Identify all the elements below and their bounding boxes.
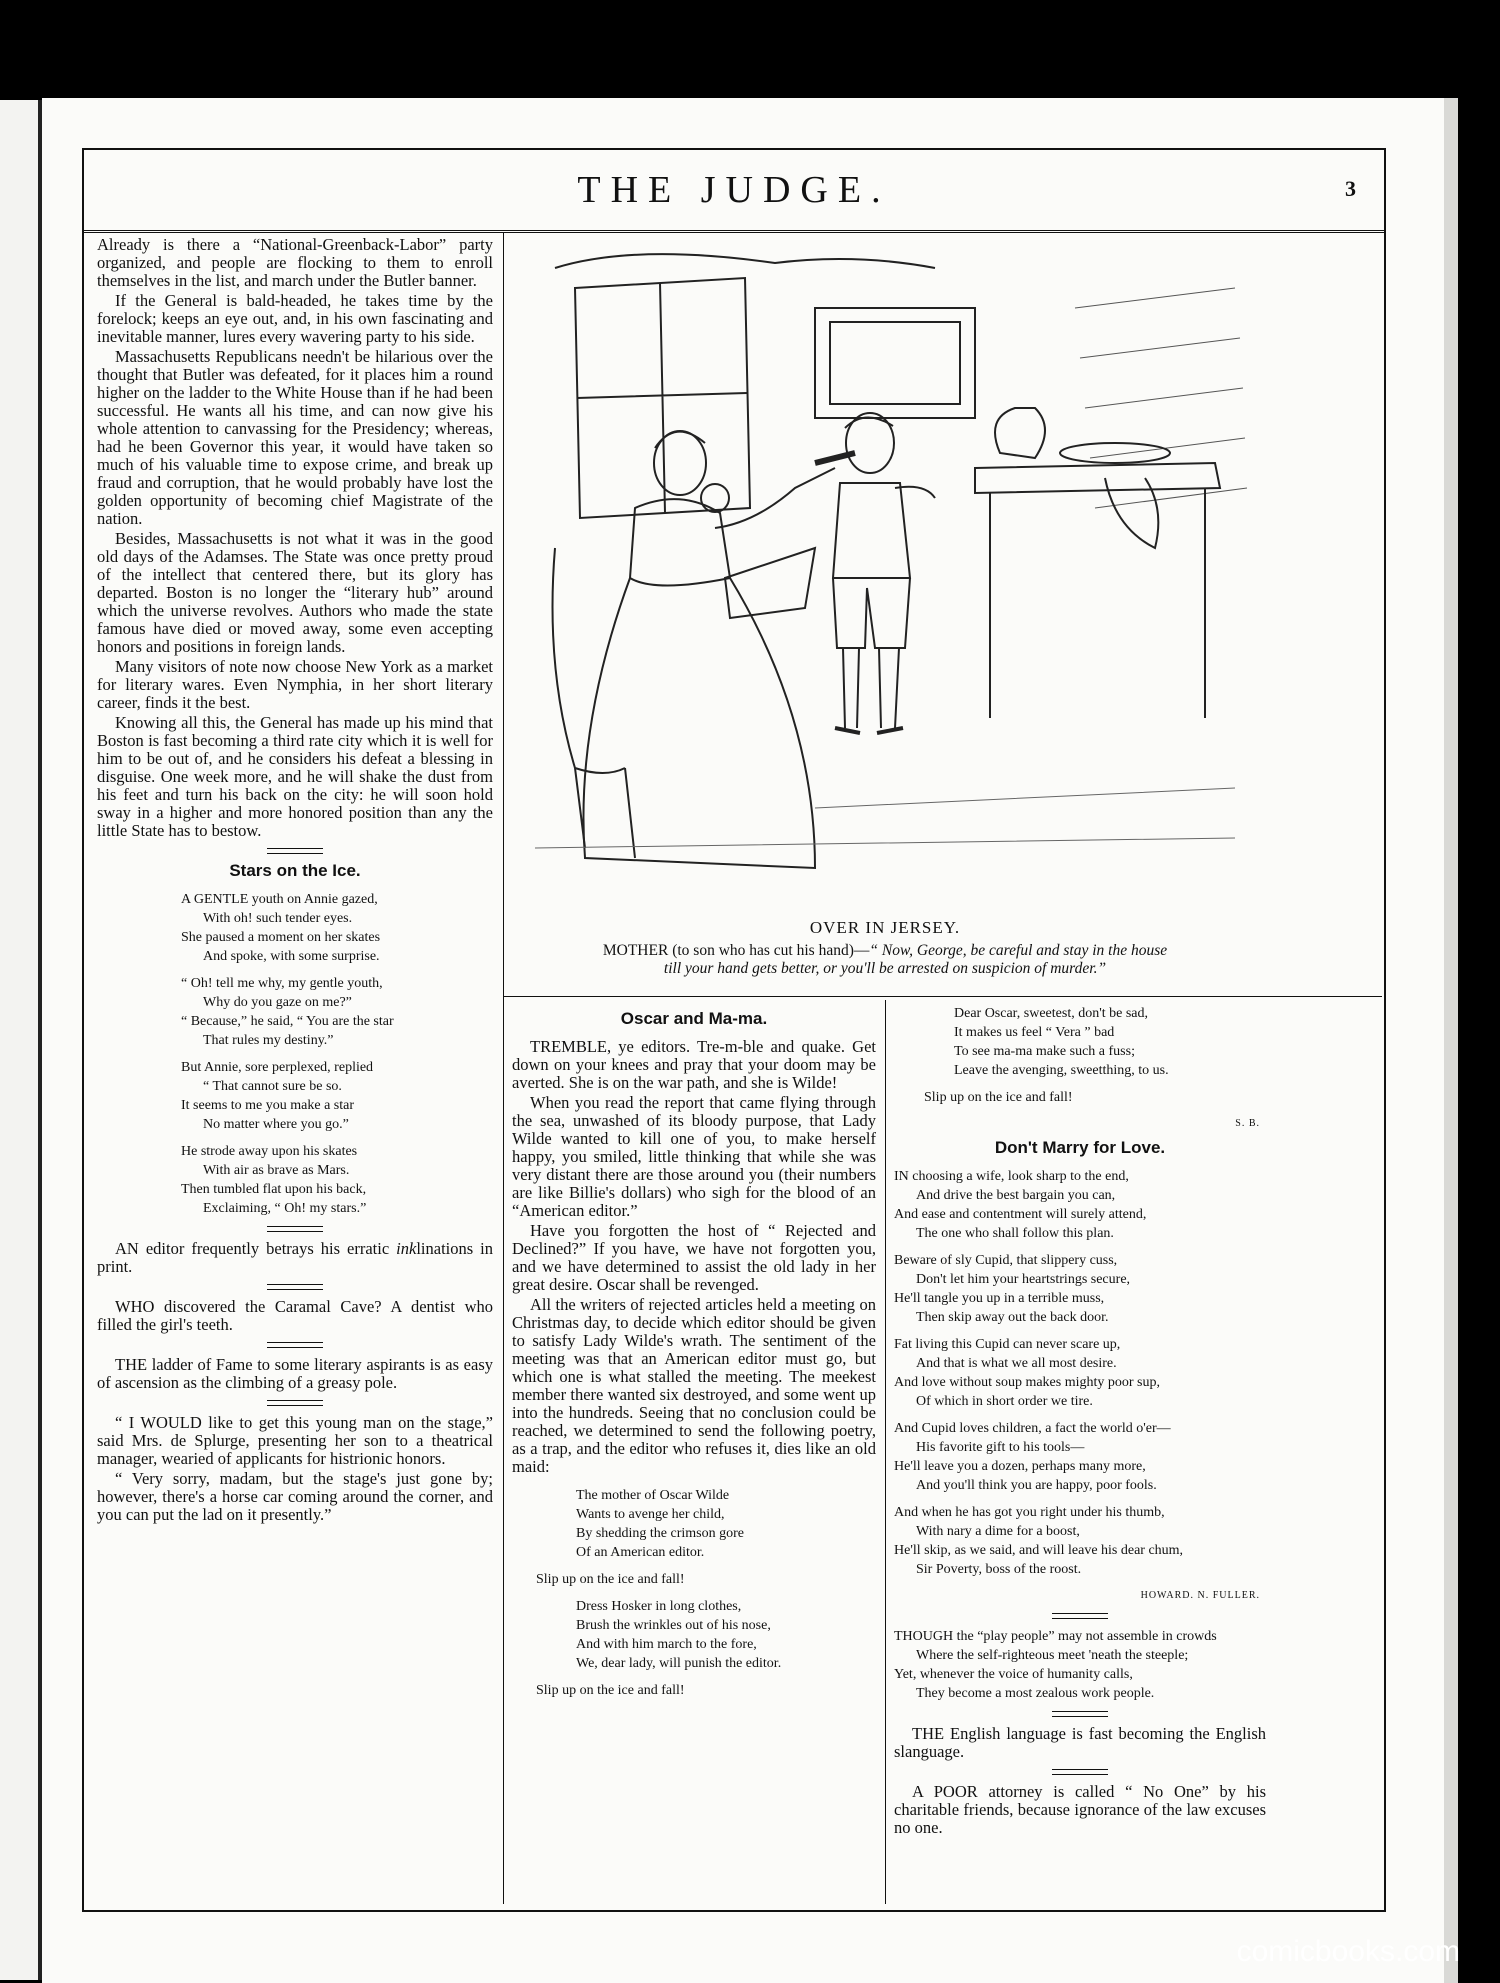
stanza (181, 1058, 493, 1134)
paragraph: If the General is bald-headed, he takes time by the forelock; keeps an eye out, and, in his own fascinating and inevitable manner, lures every wavering party to his side. (97, 291, 493, 346)
verse-line: With air as brave as Mars. (203, 1163, 350, 1178)
paragraph: Already is there a “National-Greenback-Labor” party organized, and people are flocking to them to enroll themselves in the list, and march under the Butler banner. (97, 235, 493, 290)
verse-line: He'll tangle you up in a terrible muss, (894, 1291, 1105, 1306)
verse-line: He strode away upon his skates (181, 1144, 358, 1159)
verse-line: And with him march to the fore, (576, 1637, 757, 1652)
verse-line: His favorite gift to his tools— (916, 1440, 1085, 1455)
column-rule-left (503, 232, 504, 1904)
verse-line: And that is what we all most desire. (916, 1356, 1117, 1371)
table-legs (990, 488, 1205, 718)
stanza (894, 1004, 1266, 1080)
verse-line: Yet, whenever the voice of humanity calls, (894, 1667, 1133, 1682)
verse-line: Where the self-righteous meet 'neath the steeple; (916, 1648, 1189, 1663)
verse-line: Fat living this Cupid can never scare up, (894, 1337, 1121, 1352)
verse-line: Why do you gaze on me?” (203, 995, 352, 1010)
item-text: like to get this young man on the stage,” said Mrs. de Splurge, presenting her son to a theatrical manager, wearied of applicants for histrionic honors. (97, 1413, 494, 1468)
newspaper (725, 548, 815, 618)
lead-word: A POOR (912, 1782, 978, 1801)
paragraph: All the writers of rejected articles held a meeting on Christmas day, to decide which editor should be given to satisfy Lady Wilde's wrath. The sentiment of the meeting was that an American editor must go, but which one is what stalled the meeting. The meekest member there wanted six destroyed, and some went up into the hundreds. Seeing that no conclusion could be reached, we determined to send the following poetry, as a trap, and the editor who refuses it, dies like an old maid: (512, 1295, 876, 1476)
separator (1052, 1769, 1108, 1775)
separator (267, 1284, 323, 1290)
item-text: English language is fast becoming the English slanguage. (894, 1724, 1266, 1761)
oscar-poem (512, 1486, 876, 1700)
item-text: ladder of Fame to some literary aspirants is as easy of ascension as the climbing of a greasy pole. (97, 1355, 493, 1392)
caption-direction: (to son who has cut his hand)— (668, 942, 870, 959)
stanza (536, 1597, 876, 1673)
verse-line: To see ma-ma make such a fuss; (954, 1044, 1135, 1059)
boy-jacket (833, 483, 910, 578)
paragraph: Besides, Massachusetts is not what it was in the good old days of the Adamses. The State was once pretty proud of the intellect that centered there, but its glory has departed. Boston is no longer the “literary hub” around which the universe revolves. Authors who made the state famous have died or moved away, some even accepting honors and positions in foreign lands. (97, 529, 493, 656)
verse-line: “ Oh! tell me why, my gentle youth, (181, 976, 383, 991)
love-poem (894, 1167, 1266, 1579)
verse-line: He'll leave you a dozen, perhaps many more, (894, 1459, 1146, 1474)
pitcher (995, 408, 1045, 458)
verse-line: They become a most zealous work people. (916, 1686, 1155, 1701)
item-text: attorney is called “ No One” by his charitable friends, because ignorance of the law excuses no one. (894, 1782, 1266, 1837)
verse-line: And you'll think you are happy, poor fools. (916, 1478, 1157, 1493)
verse-line: With oh! such tender eyes. (203, 911, 353, 926)
verse-line: Brush the wrinkles out of his nose, (576, 1618, 771, 1633)
verse-line: The one who shall follow this plan. (916, 1226, 1114, 1241)
page-edge-shadow (1444, 98, 1458, 1983)
verse-line: She paused a moment on her skates (181, 930, 381, 945)
cartoon-caption (420, 942, 1350, 978)
item-stage (97, 1414, 493, 1468)
verse-line: But Annie, sore perplexed, replied (181, 1060, 374, 1075)
verse-line: And Cupid loves children, a fact the world o'er— (894, 1421, 1171, 1436)
stanza (181, 974, 493, 1050)
chair (553, 548, 636, 858)
stanza (894, 1251, 1266, 1327)
oscar-poem-end (894, 1004, 1266, 1107)
verse-line: Leave the avenging, sweetthing, to us. (954, 1063, 1169, 1078)
window-mullions (577, 283, 747, 513)
caption-quote: till your hand gets better, or you'll be arrested on suspicion of murder.” (663, 960, 1107, 977)
stanza (894, 1503, 1266, 1579)
verse-line: Wants to avenge her child, (576, 1507, 725, 1522)
stanza (536, 1486, 876, 1562)
column-3 (894, 1004, 1266, 1839)
verse-line: The mother of Oscar Wilde (576, 1488, 730, 1503)
caption-line-2 (420, 960, 1350, 978)
item-text: editor frequently betrays his erratic (138, 1239, 397, 1258)
item-text: discovered the Caramal Cave? A dentist who filled the girl's teeth. (97, 1297, 493, 1334)
paragraph: Have you forgotten the host of “ Rejected and Declined?” If you have, we have not forgotten you, and we have determined to assist the old lady in her great desire. Oscar shall be revenged. (512, 1221, 876, 1294)
verse-line: That rules my destiny.” (203, 1033, 334, 1048)
verse-line: And when he has got you right under his thumb, (894, 1505, 1165, 1520)
paragraph: Many visitors of note now choose New York as a market for literary wares. Even Nymphia, in her short literary career, finds it the best. (97, 657, 493, 712)
verse-line: Beware of sly Cupid, that slippery cuss, (894, 1253, 1118, 1268)
separator (267, 1342, 323, 1348)
cartoon-illustration (515, 248, 1255, 908)
stanza (181, 1142, 493, 1218)
separator (1052, 1711, 1108, 1717)
cartoon-title: OVER IN JERSEY. (809, 918, 961, 937)
stars-poem (97, 890, 493, 1218)
masthead-title: THE JUDGE. (84, 150, 1384, 233)
mother-skirt (583, 578, 815, 868)
paragraph: When you read the report that came flying through the sea, unwashed of its bloody purpose, that Lady Wilde wanted to kill one of you, to make herself happy, you smiled, little thinking that while she was very distant there are those around you (their numbers are like Billie's dollars) who sigh for the blood of an “American editor.” (512, 1093, 876, 1220)
love-title: Don't Marry for Love. (994, 1138, 1166, 1157)
verse-line: And ease and contentment will surely attend, (894, 1207, 1147, 1222)
verse-line: Of which in short order we tire. (916, 1394, 1093, 1409)
refrain: Slip up on the ice and fall! (536, 1572, 685, 1587)
verse-line: With nary a dime for a boost, (916, 1524, 1080, 1539)
separator (267, 1226, 323, 1232)
stars-title: Stars on the Ice. (229, 861, 361, 880)
towel (1105, 478, 1158, 548)
stanza (894, 1167, 1266, 1243)
separator (267, 1400, 323, 1406)
boy-legs (843, 648, 899, 728)
item-cave (97, 1298, 493, 1334)
verse-line: Exclaiming, “ Oh! my stars.” (203, 1201, 367, 1216)
separator (1052, 1613, 1108, 1619)
column-1 (97, 236, 493, 1526)
cartoon-bottom-rule (503, 996, 1382, 997)
lead-word: THE (912, 1724, 945, 1743)
lead-word: “ I WOULD (115, 1413, 202, 1432)
item-slang (894, 1725, 1266, 1761)
paragraph: Knowing all this, the General has made up his mind that Boston is fast becoming a third rate city which it is well for him to be out of, and he considers his defeat a blessing in disguise. One week more, and he will shake the dust from his feet and turn his back on the city: he will soon hold sway in a higher and more honored position than any the little State has to bestow. (97, 713, 493, 840)
separator (267, 848, 323, 854)
stanza (894, 1335, 1266, 1411)
caption-line-1 (420, 942, 1350, 960)
item-attorney (894, 1783, 1266, 1837)
verse-line: A GENTLE youth on Annie gazed, (181, 892, 378, 907)
italic-word: ink (396, 1239, 417, 1258)
caption-quote: “ Now, George, be careful and stay in the house (869, 942, 1168, 959)
item-ink (97, 1240, 493, 1276)
oscar-title: Oscar and Ma-ma. (620, 1009, 768, 1028)
boy-trousers (833, 578, 910, 648)
item-fame (97, 1356, 493, 1392)
verse-line: Dress Hosker in long clothes, (576, 1599, 742, 1614)
stanza (894, 1419, 1266, 1495)
item-stage-reply: “ Very sorry, madam, but the stage's just gone by; however, there's a horse car coming around the corner, and you can put the lad on it presently.” (97, 1469, 493, 1524)
page-number: 3 (1345, 176, 1356, 201)
refrain: Slip up on the ice and fall! (536, 1683, 685, 1698)
verse-line: Sir Poverty, boss of the roost. (916, 1562, 1082, 1577)
column-rule-right (885, 1000, 886, 1904)
verse-line: And spoke, with some surprise. (203, 949, 380, 964)
verse-line: It makes us feel “ Vera ” bad (954, 1025, 1115, 1040)
lead-word: AN (115, 1239, 139, 1258)
mother-arm (715, 468, 835, 528)
verse-line: “ That cannot sure be so. (203, 1079, 342, 1094)
verse-line: And love without soup makes mighty poor sup, (894, 1375, 1160, 1390)
item-text: linations in print. (97, 1239, 493, 1276)
ball (701, 484, 729, 512)
verse-line: And drive the best bargain you can, (916, 1188, 1116, 1203)
lead-word: WHO (115, 1297, 155, 1316)
verse-line: Dear Oscar, sweetest, don't be sad, (954, 1006, 1149, 1021)
paragraph (512, 1038, 876, 1092)
verse-line: Don't let him your heartstrings secure, (916, 1272, 1131, 1287)
lead-word: THE (115, 1355, 148, 1374)
verse-line: IN choosing a wife, look sharp to the end, (894, 1169, 1129, 1184)
lead-word: TREMBLE, (530, 1037, 612, 1056)
verse-line: THOUGH the “play people” may not assemble in crowds (894, 1629, 1217, 1644)
column-2 (512, 1004, 876, 1708)
paragraph: Massachusetts Republicans needn't be hilarious over the thought that Butler was defeated, for it places him a round higher on the ladder to the White House than if he had been successful. He wants all his time, and can now give his whole attention to canvassing for the Presidency; whereas, had he been Governor this year, it would have taken so much of his valuable time to expose crime, and break up fraud and corruption, that he would probably have lost the golden opportunity of becoming chief Magistrate of the nation. (97, 347, 493, 528)
table-top (975, 463, 1220, 493)
wall-picture (815, 308, 975, 418)
stanza (894, 1627, 1266, 1703)
verse-line: Then tumbled flat upon his back, (181, 1182, 367, 1197)
verse-line: We, dear lady, will punish the editor. (576, 1656, 782, 1671)
watermark: comicbooks.com (1236, 1935, 1460, 1968)
verse-line: Then skip away out the back door. (916, 1310, 1109, 1325)
verse-line: He'll skip, as we said, and will leave his dear chum, (894, 1543, 1184, 1558)
refrain: Slip up on the ice and fall! (924, 1090, 1073, 1105)
paragraph-text: ye editors. Tre-m-ble and quake. Get down on your knees and pray that your doom may be averted. She is on the war path, and she is Wilde! (512, 1037, 876, 1092)
verse-line: “ Because,” he said, “ You are the star (181, 1014, 394, 1029)
play-stanza (894, 1627, 1266, 1703)
verse-line: By shedding the crimson gore (576, 1526, 744, 1541)
verse-line: It seems to me you make a star (181, 1098, 355, 1113)
caption-speaker: MOTHER (602, 942, 669, 959)
signature: S. B. (1235, 1118, 1260, 1129)
verse-line: Of an American editor. (576, 1545, 705, 1560)
curtain-top (555, 254, 935, 268)
signature: HOWARD. N. FULLER. (1140, 1590, 1260, 1601)
basin (1060, 443, 1170, 463)
verse-line: No matter where you go.” (203, 1117, 349, 1132)
